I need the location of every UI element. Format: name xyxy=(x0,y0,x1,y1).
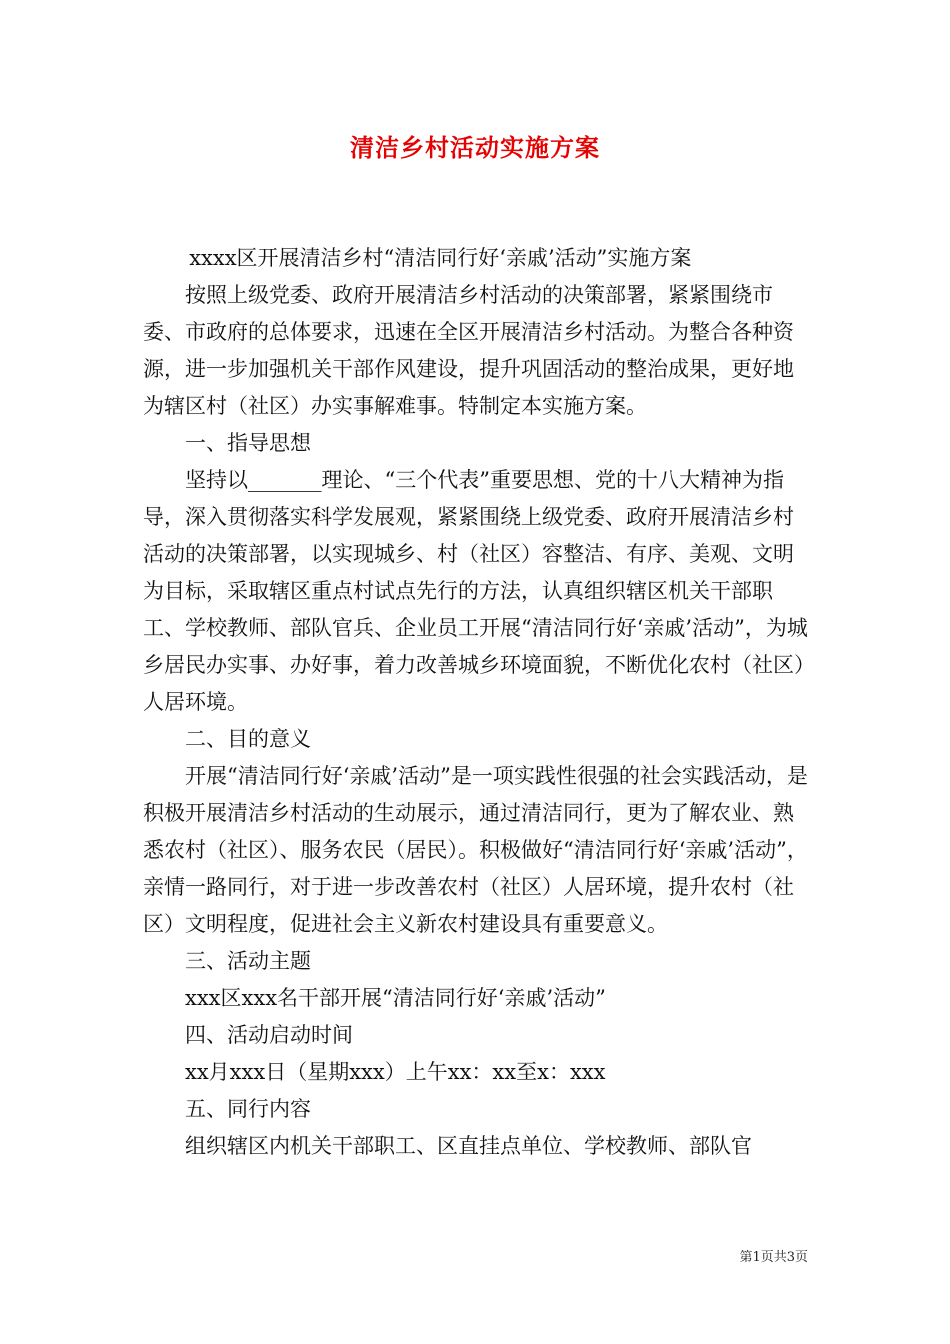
start-time-paragraph: xx月xxx日（星期xxx）上午xx：xx至x：xxx xyxy=(185,1060,606,1084)
document-body xyxy=(143,240,808,1165)
section-heading-content: 五、同行内容 xyxy=(185,1097,311,1121)
theme-paragraph: xxx区xxx名干部开展“清洁同行好‘亲戚’活动” xyxy=(185,986,606,1010)
purpose-paragraph: 开展“清洁同行好‘亲戚’活动”是一项实践性很强的社会实践活动，是积极开展清洁乡村活动的生动展示，通过清洁同行，更为了解农业、熟悉农村（社区）、服务农民（居民）。积极做好“清洁同行好‘亲戚’活动”，亲情一路同行，对于进一步改善农村（社区）人居环境，提升农村（社区）文明程度，促进社会主义新农村建设具有重要意义。 xyxy=(143,764,808,936)
page-title: 清洁乡村活动实施方案 xyxy=(350,133,600,162)
intro-paragraph: 按照上级党委、政府开展清洁乡村活动的决策部署，紧紧围绕市委、市政府的总体要求，迅速在全区开展清洁乡村活动。为整合各种资源，进一步加强机关干部作风建设，提升巩固活动的整治成果，更好地为辖区村（社区）办实事解难事。特制定本实施方案。 xyxy=(143,283,794,418)
section-heading-guiding-thought: 一、指导思想 xyxy=(185,431,311,455)
section-heading-start-time: 四、活动启动时间 xyxy=(185,1023,353,1047)
section-heading-purpose: 二、目的意义 xyxy=(185,727,311,751)
document-subtitle: xxxx区开展清洁乡村“清洁同行好‘亲戚’活动”实施方案 xyxy=(189,246,692,270)
section-heading-theme: 三、活动主题 xyxy=(185,949,311,973)
guiding-thought-paragraph: 坚持以_______理论、“三个代表”重要思想、党的十八大精神为指导，深入贯彻落实科学发展观，紧紧围绕上级党委、政府开展清洁乡村活动的决策部署，以实现城乡、村（社区）容整洁、有序、美观、文明为目标，采取辖区重点村试点先行的方法，认真组织辖区机关干部职工、学校教师、部队官兵、企业员工开展“清洁同行好‘亲戚’活动”，为城乡居民办实事、办好事，着力改善城乡环境面貌，不断优化农村（社区）人居环境。 xyxy=(143,468,808,714)
page-number: 第1页共3页 xyxy=(739,1250,808,1265)
content-paragraph: 组织辖区内机关干部职工、区直挂点单位、学校教师、部队官 xyxy=(185,1134,752,1158)
